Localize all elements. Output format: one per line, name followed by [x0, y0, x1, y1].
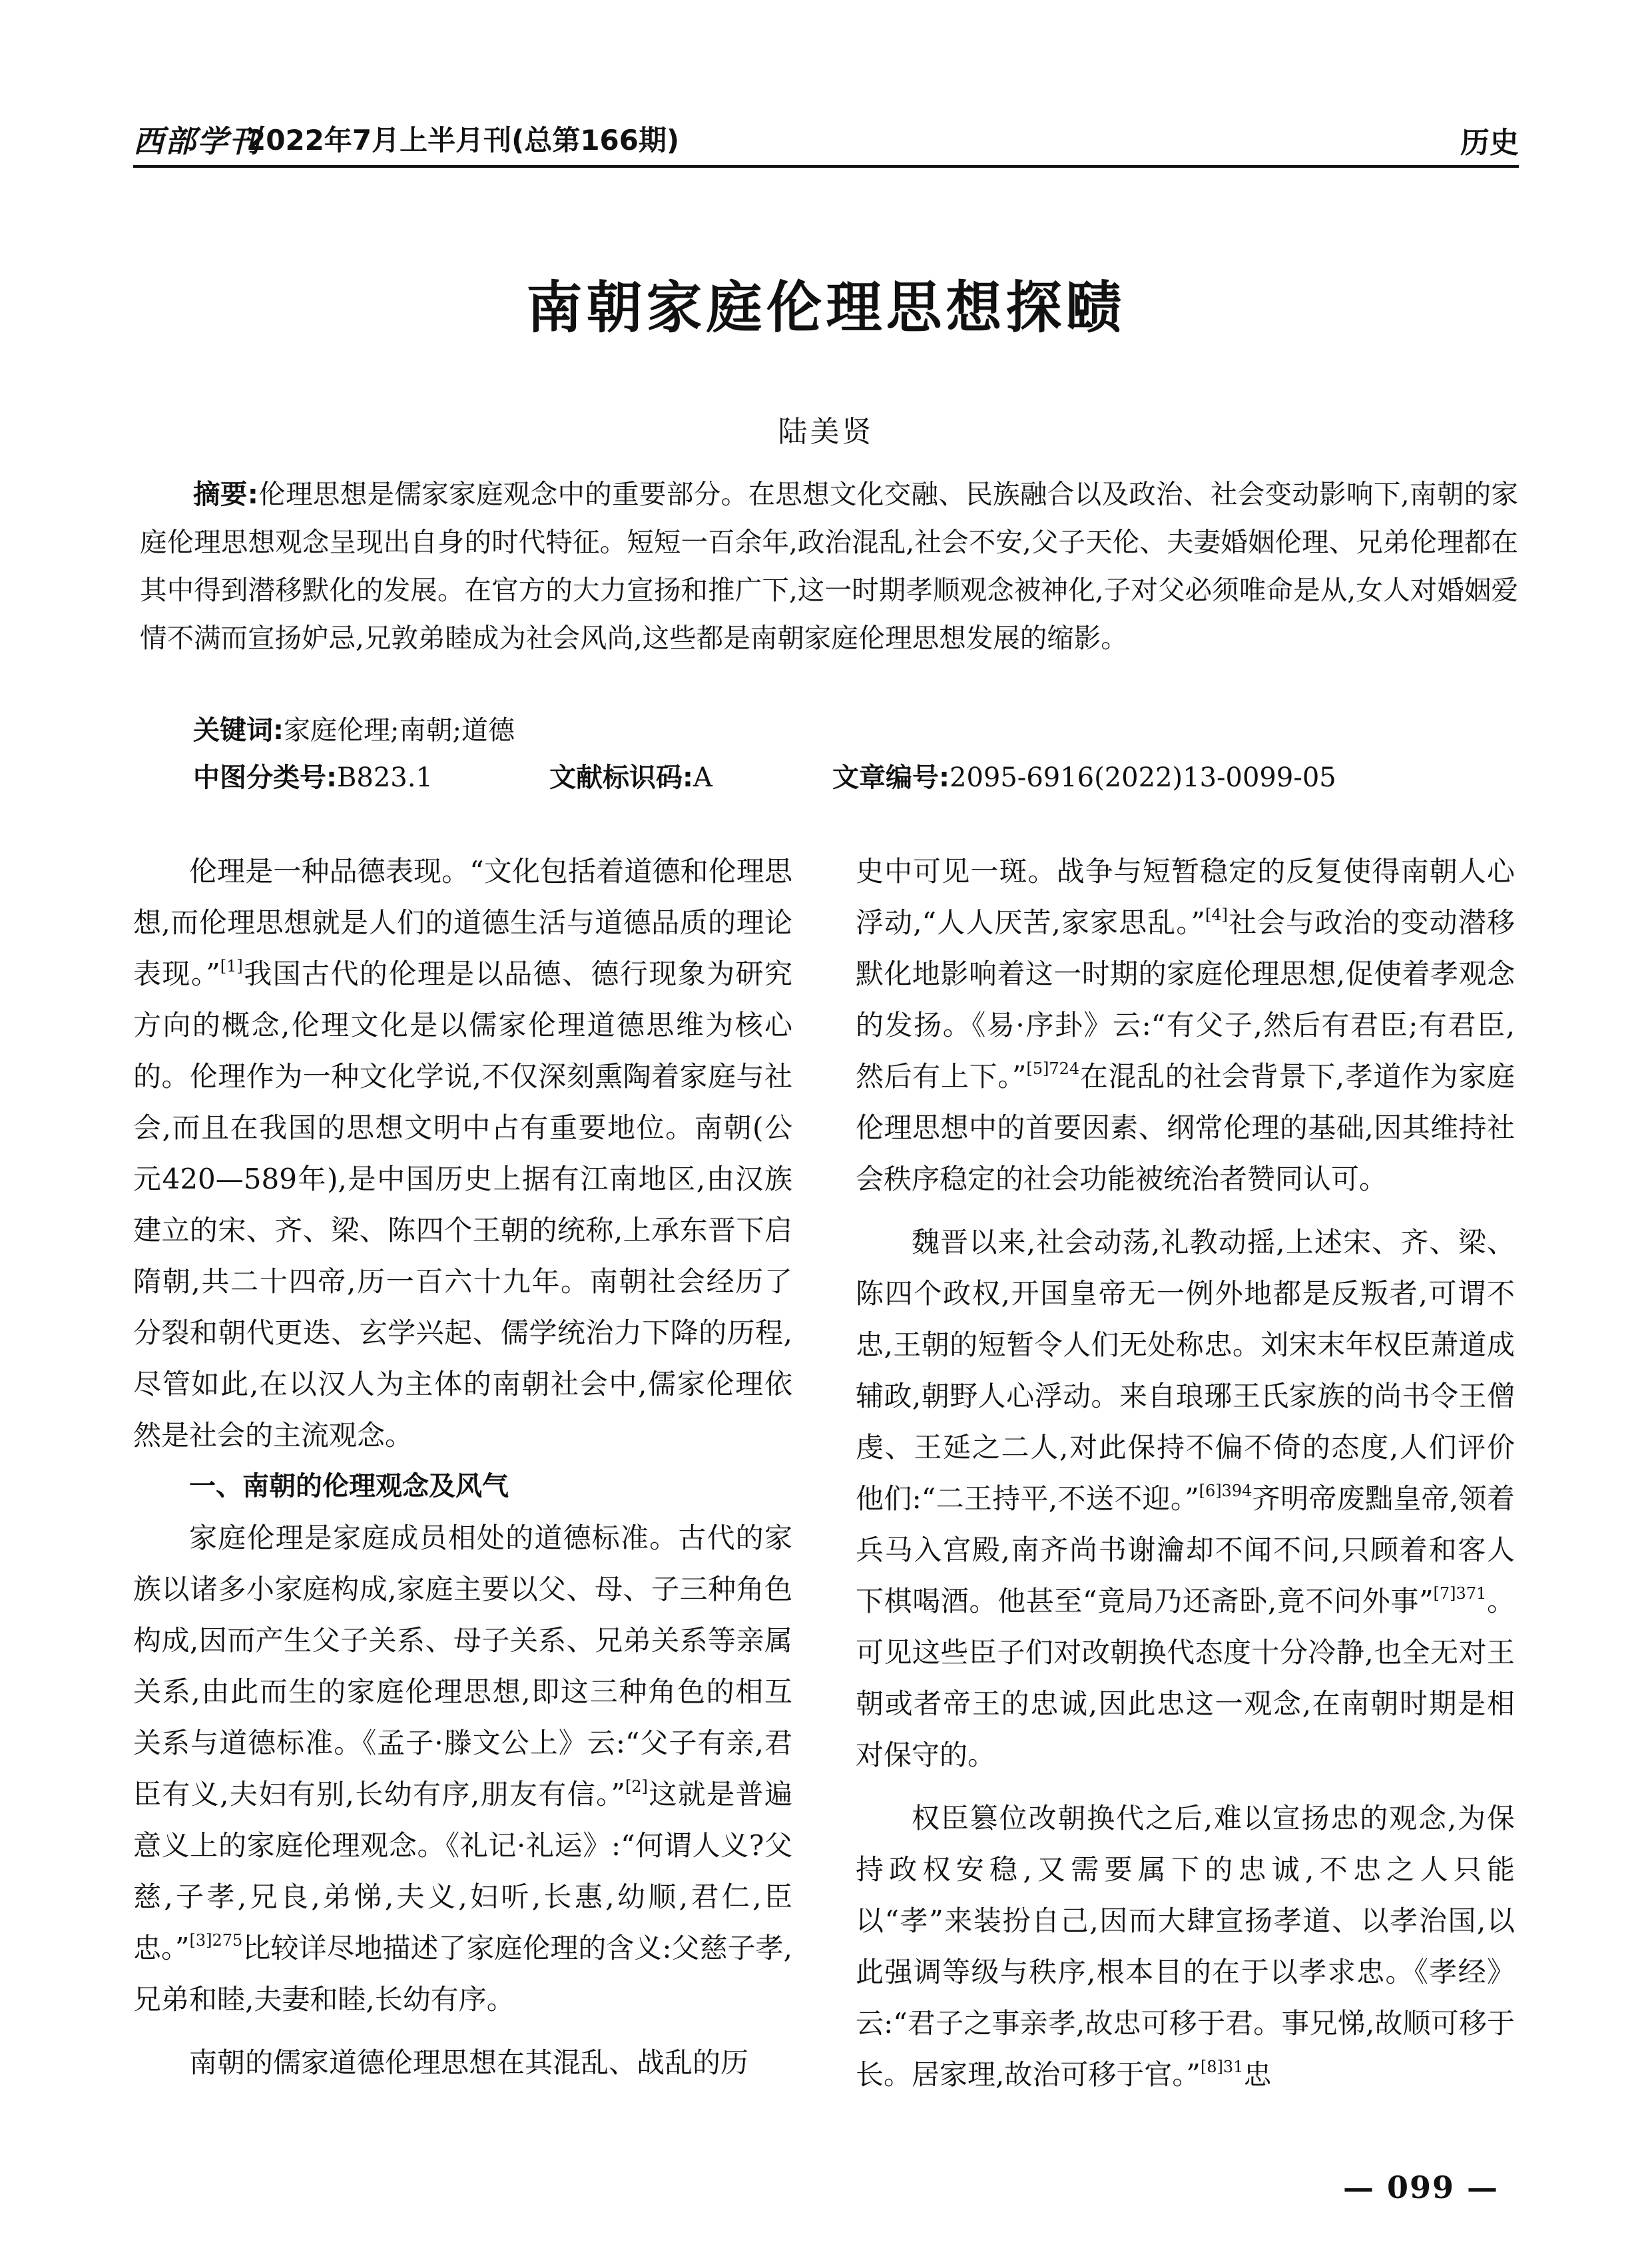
abstract	[140, 470, 1518, 662]
keywords-label: 关键词:	[193, 715, 284, 746]
paragraph	[856, 846, 1515, 1205]
section-label: 历史	[1460, 126, 1519, 160]
paragraph	[133, 1512, 792, 2025]
paragraph	[856, 1793, 1515, 2100]
citation-ref: [3]275	[189, 1931, 243, 1950]
text-run: 我国古代的伦理是以品德、德行现象为研究方向的概念,伦理文化是以儒家伦理道德思维为核心的。伦理作为一种文化学说,不仅深刻熏陶着家庭与社会,而且在我国的思想文明中占有重要地位。南朝(公元420—589年),是中国历史上据有江南地区,由汉族建立的宋、齐、梁、陈四个王朝的统称,上承东晋下启隋朝,共二十四帝,历一百六十九年。南朝社会经历了分裂和朝代更迭、玄学兴起、儒学统治力下降的历程,尽管如此,在以汉人为主体的南朝社会中,儒家伦理依然是社会的主流观念。	[133, 958, 792, 1452]
issue-info: 2022年7月上半月刊(总第166期)	[246, 124, 680, 156]
text-run: 家庭伦理是家庭成员相处的道德标准。古代的家族以诸多小家庭构成,家庭主要以父、母、子三种角色构成,因而产生父子关系、母子关系、兄弟关系等亲属关系,由此而生的家庭伦理思想,即这三种角色的相互关系与道德标准。《孟子·滕文公上》云:“父子有亲,君臣有义,夫妇有别,长幼有序,朋友有信。”	[133, 1522, 792, 1811]
abstract-text: 伦理思想是儒家家庭观念中的重要部分。在思想文化交融、民族融合以及政治、社会变动影响下,南朝的家庭伦理思想观念呈现出自身的时代特征。短短一百余年,政治混乱,社会不安,父子天伦、夫妻婚姻伦理、兄弟伦理都在其中得到潜移默化的发展。在官方的大力宣扬和推广下,这一时期孝顺观念被神化,子对父必须唯命是从,女人对婚姻爱情不满而宣扬妒忌,兄敦弟睦成为社会风尚,这些都是南朝家庭伦理思想发展的缩影。	[140, 478, 1518, 654]
citation-ref: [6]394	[1199, 1482, 1252, 1500]
citation-ref: [5]724	[1026, 1059, 1080, 1078]
clc-value: B823.1	[337, 762, 433, 793]
text-run: 比较详尽地描述了家庭伦理的含义:父慈子孝,兄弟和睦,夫妻和睦,长幼有序。	[133, 1932, 792, 2016]
journal-logo: 西部学刊	[133, 123, 261, 159]
paragraph: 南朝的儒家道德伦理思想在其混乱、战乱的历	[189, 2046, 749, 2079]
author-name: 陆美贤	[778, 415, 874, 449]
clc-code	[193, 756, 433, 794]
citation-ref: [8]31	[1200, 2058, 1244, 2076]
text-run: 史中可见一斑。战争与短暂稳定的反复使得南朝人心浮动,“人人厌苦,家家思乱。”	[856, 855, 1515, 939]
text-run: 魏晋以来,社会动荡,礼教动摇,上述宋、齐、梁、陈四个政权,开国皇帝无一例外地都是反叛者,可谓不忠,王朝的短暂令人们无处称忠。刘宋末年权臣萧道成辅政,朝野人心浮动。来自琅琊王氏家族的尚书令王僧虔、王延之二人,对此保持不偏不倚的态度,人们评价他们:“二王持平,不送不迎。”	[856, 1226, 1515, 1515]
text-run: 社会与政治的变动潜移默化地影响着这一时期的家庭伦理思想,促使着孝观念的发扬。《易·序卦》云:“有父子,然后有君臣;有君臣,然后有上下。”	[856, 906, 1515, 1093]
section-heading: 一、南朝的伦理观念及风气	[189, 1471, 509, 1502]
paragraph	[856, 1217, 1515, 1781]
header-rule	[133, 165, 1519, 168]
running-head	[133, 113, 1519, 160]
citation-ref: [1]	[220, 957, 243, 976]
article-no-label: 文章编号:	[832, 762, 950, 793]
citation-ref: [2]	[625, 1777, 649, 1796]
article-no-value: 2095-6916(2022)13-0099-05	[950, 762, 1336, 793]
body-column-right	[856, 846, 1515, 2100]
doc-value: A	[693, 762, 712, 793]
keywords-text: 家庭伦理;南朝;道德	[284, 715, 515, 746]
paragraph	[133, 846, 792, 1461]
keywords	[193, 709, 515, 747]
text-run: 权臣篡位改朝换代之后,难以宣扬忠的观念,为保持政权安稳,又需要属下的忠诚,不忠之人只能以“孝”来装扮自己,因而大肆宣扬孝道、以孝治国,以此强调等级与秩序,根本目的在于以孝求忠。《孝经》云:“君子之事亲孝,故忠可移于君。事兄悌,故顺可移于长。居家理,故治可移于官。”	[856, 1802, 1515, 2091]
text-run: 。可见这些臣子们对改朝换代态度十分冷静,也全无对王朝或者帝王的忠诚,因此忠这一观念,在南朝时期是相对保守的。	[856, 1585, 1515, 1771]
body-column-left	[133, 846, 792, 2088]
article-number	[832, 756, 1336, 794]
page-number: — 099 —	[1342, 2169, 1499, 2205]
document-code	[549, 756, 712, 794]
abstract-label: 摘要:	[193, 478, 258, 510]
text-run: 伦理是一种品德表现。“文化包括着道德和伦理思想,而伦理思想就是人们的道德生活与道德品质的理论表现。”	[133, 855, 792, 990]
citation-ref: [4]	[1205, 906, 1228, 924]
text-run: 在混乱的社会背景下,孝道作为家庭伦理思想中的首要因素、纲常伦理的基础,因其维持社会秩序稳定的社会功能被统治者赞同认可。	[856, 1060, 1515, 1195]
classification-line	[193, 756, 1518, 796]
text-run: 这就是普遍意义上的家庭伦理观念。《礼记·礼运》:“何谓人义?父慈,子孝,兄良,弟悌,夫义,妇听,长惠,幼顺,君仁,臣忠。”	[133, 1778, 792, 1964]
article-title: 南朝家庭伦理思想探赜	[526, 274, 1126, 340]
text-run: 忠	[1243, 2058, 1272, 2091]
doc-label: 文献标识码:	[549, 762, 693, 793]
citation-ref: [7]371	[1433, 1584, 1487, 1603]
text-run: 齐明帝废黜皇帝,领着兵马入宫殿,南齐尚书谢瀹却不闻不问,只顾着和客人下棋喝酒。他甚至“竟局乃还斋卧,竟不问外事”	[856, 1482, 1515, 1617]
clc-label: 中图分类号:	[193, 762, 337, 793]
